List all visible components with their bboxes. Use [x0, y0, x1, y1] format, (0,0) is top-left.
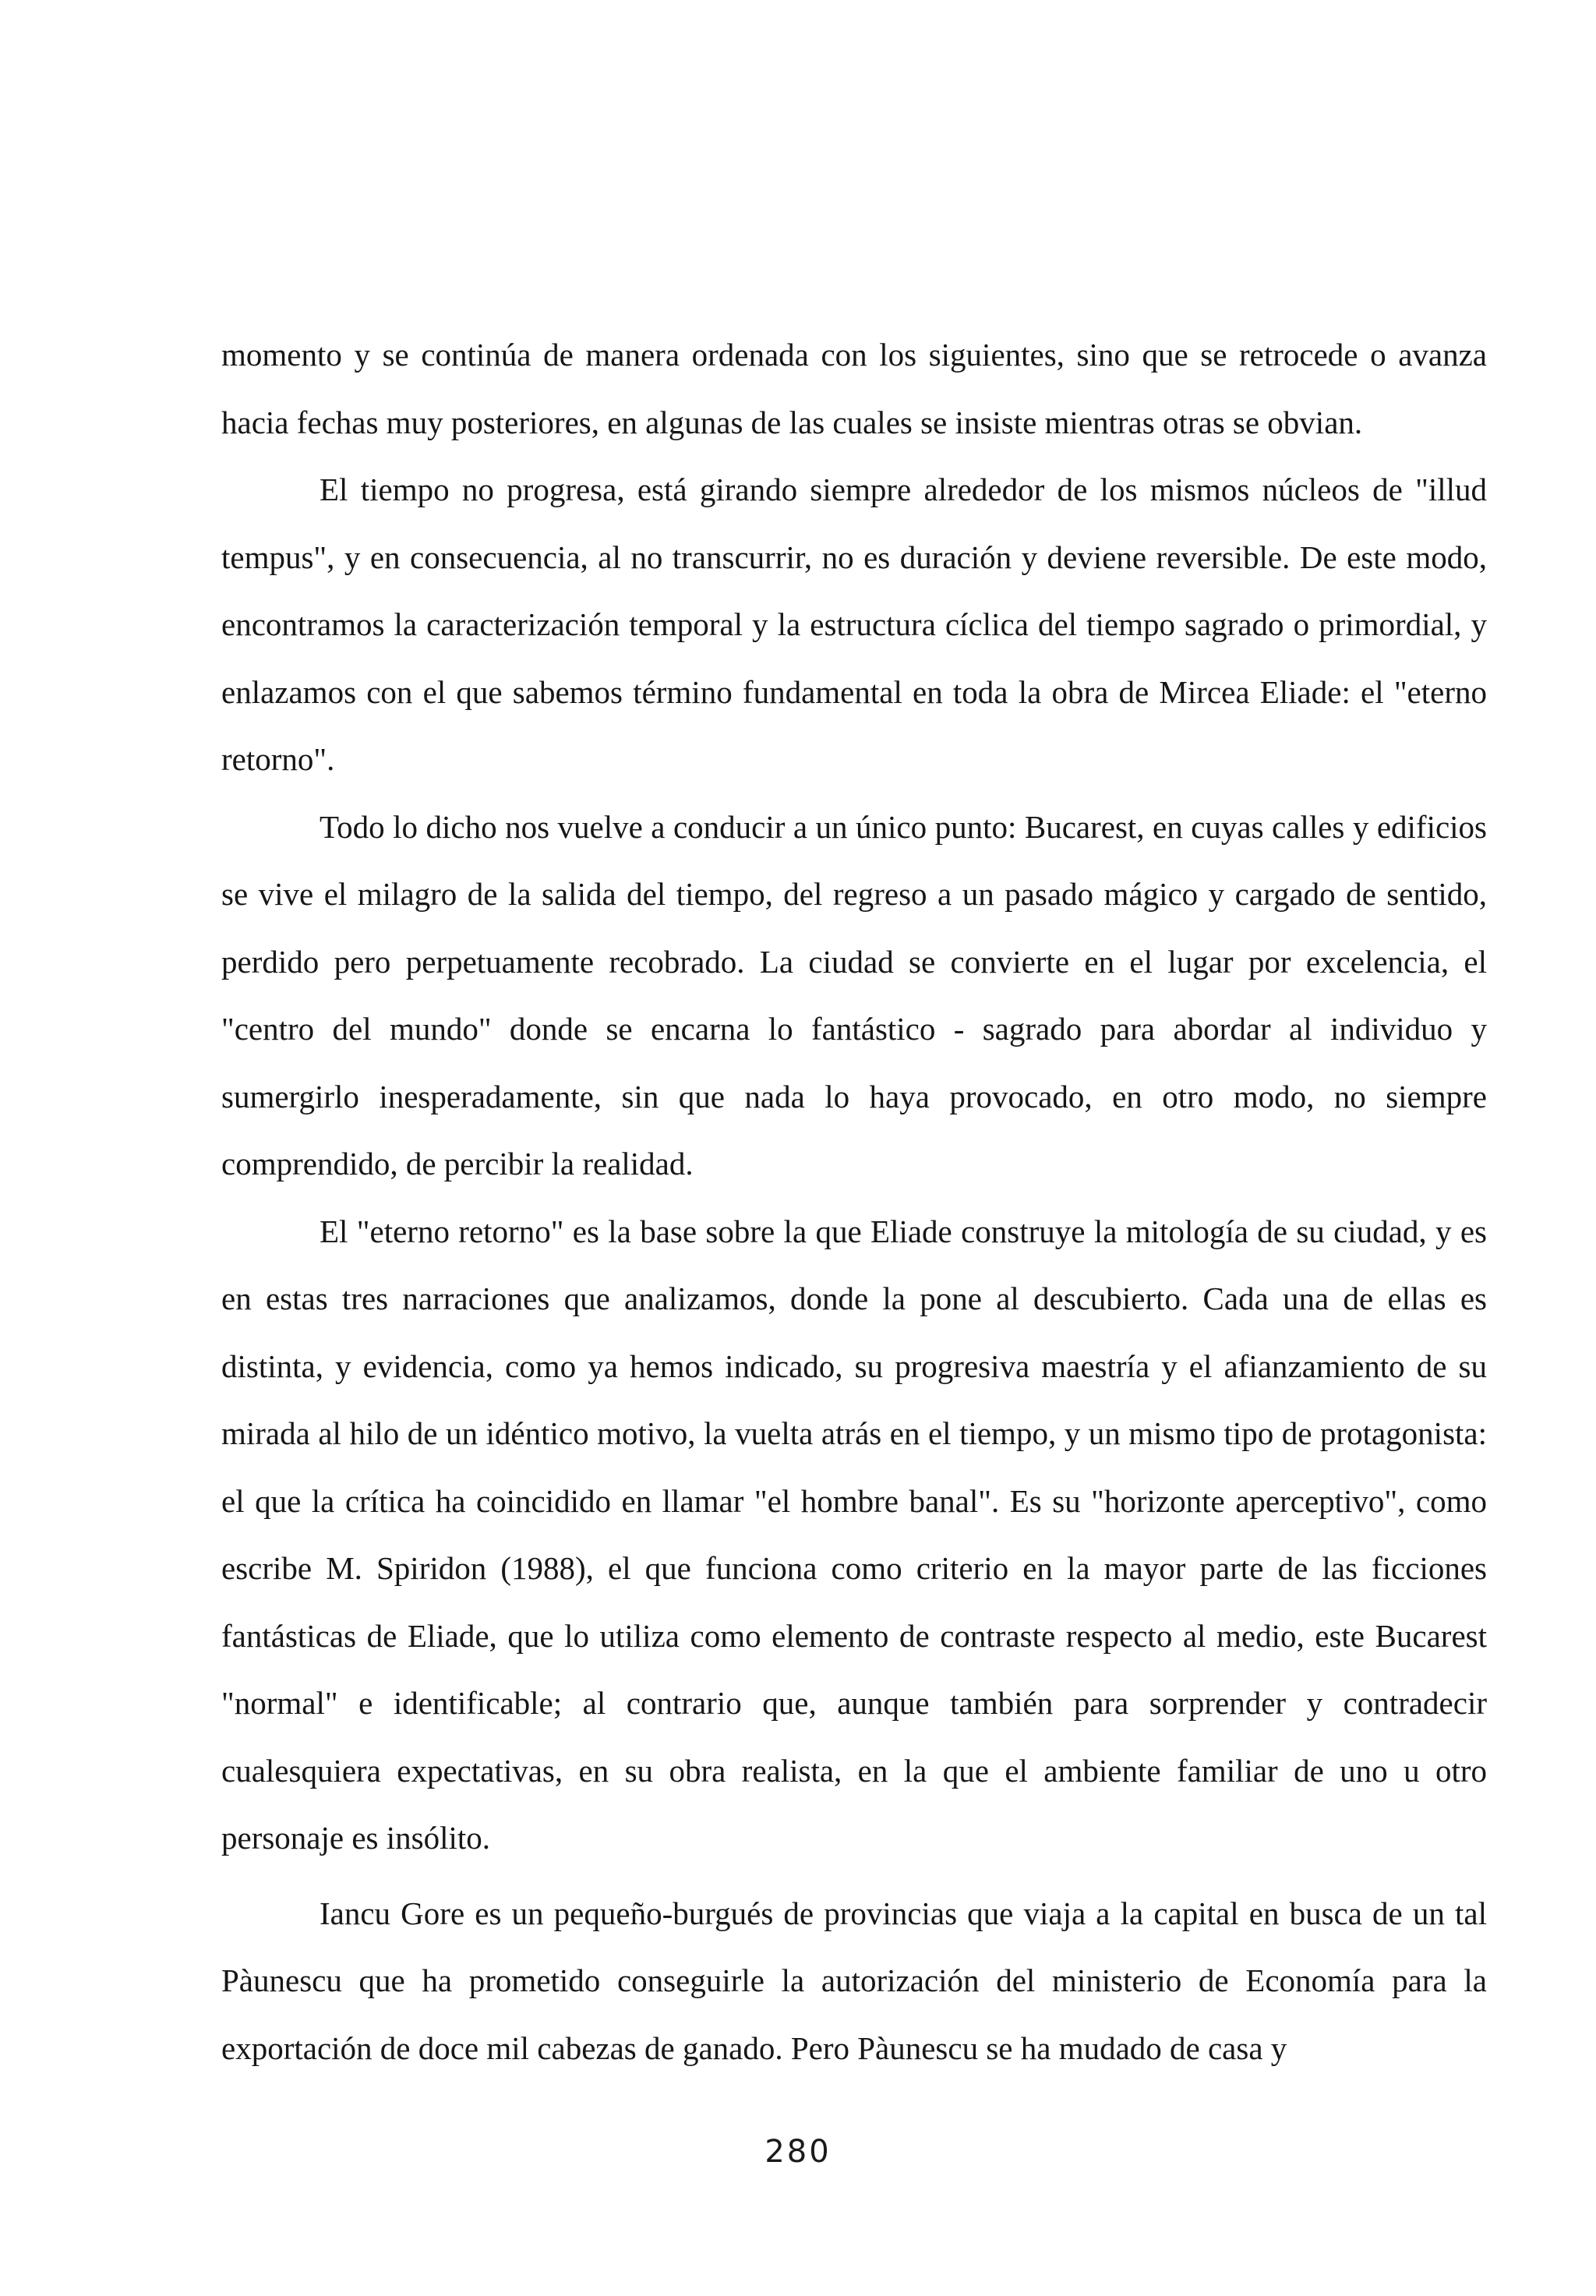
paragraph-eterno-retorno: El "eterno retorno" es la base sobre la que Eliade construye la mitología de su ciudad, y es en estas tres narraciones que analizamos, donde la pone al descubierto. Cada una de ellas es distinta, y evidencia, como ya hemos indicado, su progresiva maestría y el afianzamiento de su mirada al hilo de un idéntico motivo, la vuelta atrás en el tiempo, y un mismo tipo de protagonista: el que la crítica ha coincidido en llamar "el hombre banal". Es su "horizonte aperceptivo", como escribe M. Spiridon (1988), el que funciona como criterio en la mayor parte de las ficciones fantásticas de Eliade, que lo utiliza como elemento de contraste respecto al medio, este Bucarest "normal" e identificable; al contrario que, aunque también para sorprender y contradecir cualesquiera expectativas, en su obra realista, en la que el ambiente familiar de uno u otro personaje es insólito.	[221, 1213, 1487, 1856]
paragraph-tiempo: El tiempo no progresa, está girando siempre alrededor de los mismos núcleos de "illud tempus", y en consecuencia, al no transcurrir, no es duración y deviene reversible. De este modo, encontramos la caracterización temporal y la estructura cíclica del tiempo sagrado o primordial, y enlazamos con el que sabemos término fundamental en toda la obra de Mircea Eliade: el "eterno retorno".	[221, 472, 1487, 777]
paragraph-iancu-gore: Iancu Gore es un pequeño-burgués de provincias que viaja a la capital en busca de un tal Pàunescu que ha prometido conseguirle la autorización del ministerio de Economía para la exportación de doce mil cabezas de ganado. Pero Pàunescu se ha mudado de casa y	[221, 1895, 1487, 2066]
body-text	[221, 321, 1487, 2082]
page-number: 280	[764, 2134, 832, 2170]
paragraph-bucarest: Todo lo dicho nos vuelve a conducir a un único punto: Bucarest, en cuyas calles y edificios se vive el milagro de la salida del tiempo, del regreso a un pasado mágico y cargado de sentido, perdido pero perpetuamente recobrado. La ciudad se convierte en el lugar por excelencia, el "centro del mundo" donde se encarna lo fantástico - sagrado para abordar al individuo y sumergirlo inesperadamente, sin que nada lo haya provocado, en otro modo, no siempre comprendido, de percibir la realidad.	[221, 808, 1487, 1182]
paragraph-continued: momento y se continúa de manera ordenada con los siguientes, sino que se retrocede o avanza hacia fechas muy posteriores, en algunas de las cuales se insiste mientras otras se obvian.	[221, 337, 1487, 440]
